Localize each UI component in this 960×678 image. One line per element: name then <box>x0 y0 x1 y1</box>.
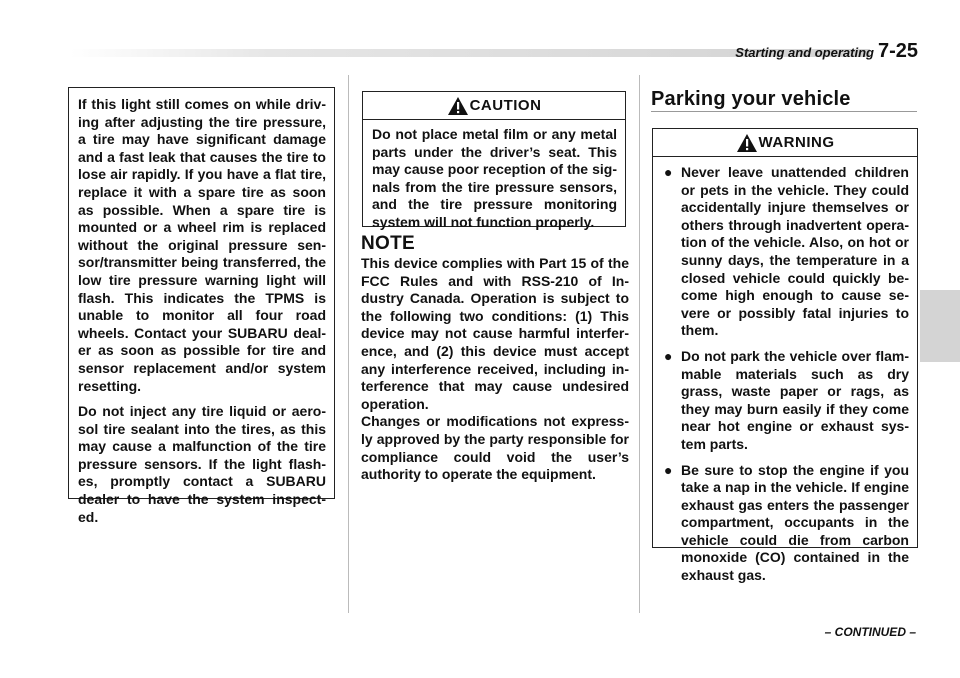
warning-triangle-icon <box>447 96 469 116</box>
warning-list-wrap <box>653 157 917 591</box>
section-title-parking: Parking your vehicle <box>651 88 851 110</box>
list-item <box>662 164 909 340</box>
bullet-icon: ● <box>664 461 673 478</box>
column-divider-1 <box>348 75 349 613</box>
header-section-title: Starting and operating <box>735 45 874 60</box>
warning-box <box>652 128 918 584</box>
column-divider-2 <box>639 75 640 613</box>
warning-item-2: Do not park the vehicle over flam-mable materials such as dry grass, waste paper or rags, as they may burn easily if they come near hot engine or exhaust sys-tem parts. <box>681 347 909 452</box>
warning-triangle-icon <box>736 133 758 153</box>
tire-warning-paragraph-2: Do not inject any tire liquid or aero-sol tire sealant into the tires, as this may cause a malfunction of the tire pressure sensors. If the light flash-es, promptly contact a SUBARU dealer to have the system inspect-ed. <box>78 403 326 525</box>
bullet-icon: ● <box>664 164 673 180</box>
bullet-icon: ● <box>664 347 673 364</box>
note-body <box>361 255 629 484</box>
list-item <box>662 462 909 585</box>
warning-label: WARNING <box>758 134 835 151</box>
page-number: 7-25 <box>877 40 918 62</box>
note-title: NOTE <box>361 233 415 254</box>
section-title-rule <box>651 111 917 112</box>
caution-box <box>362 91 626 230</box>
caution-label: CAUTION <box>469 97 542 114</box>
tire-warning-paragraph-1: If this light still comes on while driv-ing after adjusting the tire pressure, a tire may have significant damage and a fast leak that causes the tire to lose air rapidly. If you have a flat tire, replace it with a spare tire as soon as possible. When a spare tire is mounted or a wheel rim is replaced without the original pressure sen-sor/transmitter being transferred, the low tire pressure warning light will flash. This indicates the TPMS is unable to monitor all four road wheels. Contact your SUBARU deal-er as soon as possible for tire and sensor replacement and/or system resetting. <box>78 96 326 394</box>
caution-text: Do not place metal film or any metal parts under the driver’s seat. This may cause poor reception of the sig-nals from the tire pressure sensors, and the tire pressure monitoring system will not function properly. <box>372 126 617 230</box>
warning-item-1: Never leave unattended children or pets in the vehicle. They could accidentally injure themselves or others through inadvertent opera-tion of the vehicle. Also, on hot or sunny days, the temperature in a closed vehicle could quickly be-come high enough to cause se-vere or possibly fatal injuries to them. <box>681 164 909 339</box>
continued-label: – CONTINUED – <box>824 625 916 639</box>
warning-list <box>662 164 909 585</box>
tire-warning-box <box>68 87 335 525</box>
running-header <box>735 40 918 63</box>
note-paragraph-1: This device complies with Part 15 of the FCC Rules and with RSS-210 of In-dustry Canada. Operation is subject to the following two conditions: (1) This device may not cause harmful interfer-ence, and (2) this device must accept any interference received, including in-terference that may cause undesired operation. <box>361 255 629 412</box>
chapter-thumb-tab <box>920 290 960 362</box>
warning-header <box>653 129 917 157</box>
tire-warning-text <box>69 88 334 532</box>
caution-text-wrap <box>363 120 625 238</box>
warning-item-3: Be sure to stop the engine if you take a nap in the vehicle. If engine exhaust gas enters the passenger compartment, occupants in the vehicle could die from carbon monoxide (CO) contained in the exhaust gas. <box>681 461 909 584</box>
note-paragraph-2: Changes or modifications not express-ly approved by the party responsible for compliance could void the user’s authority to operate the equipment. <box>361 413 629 483</box>
caution-header <box>363 92 625 120</box>
list-item <box>662 348 909 454</box>
